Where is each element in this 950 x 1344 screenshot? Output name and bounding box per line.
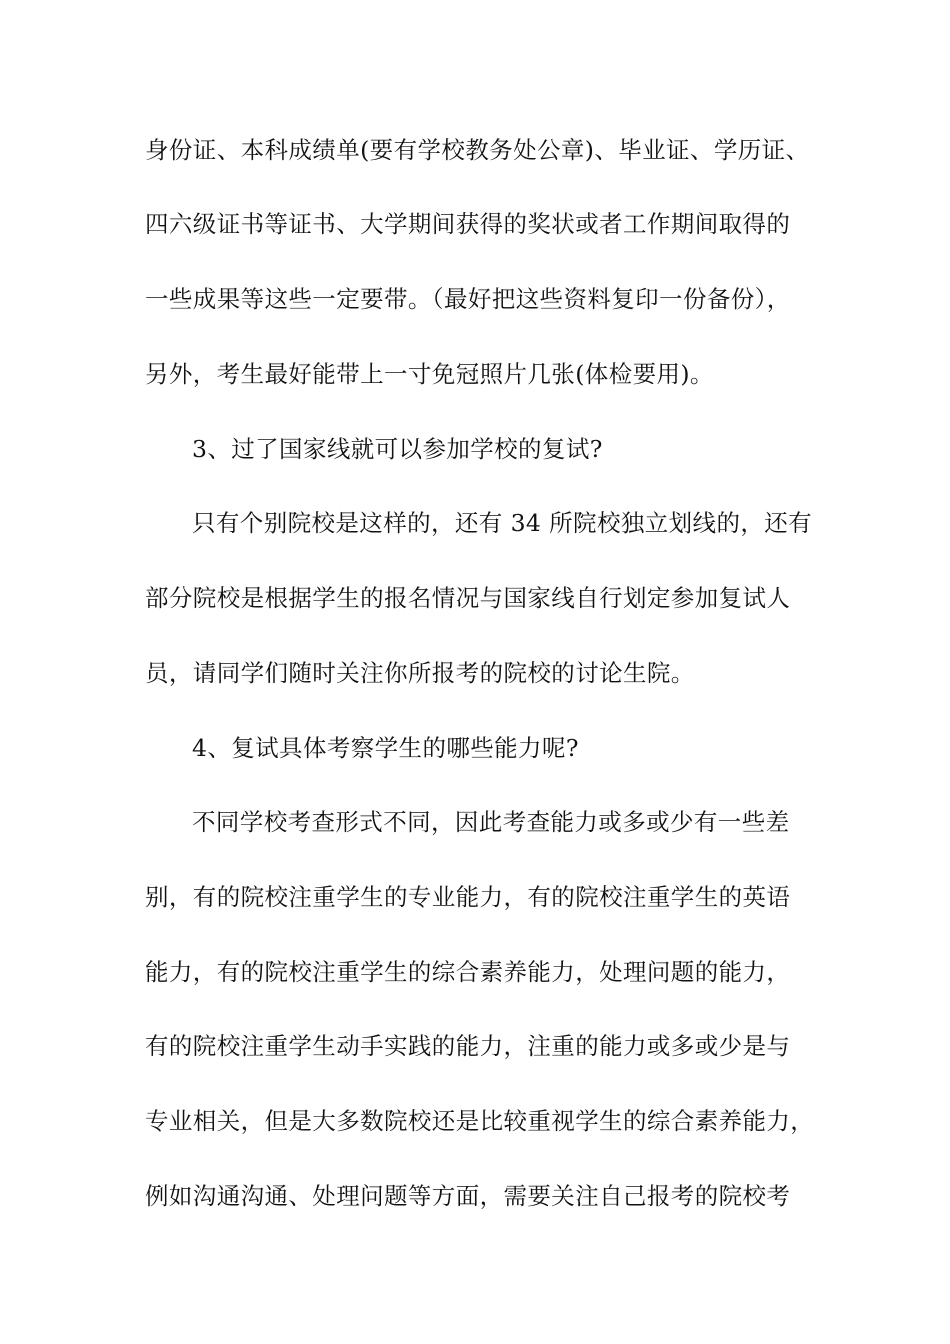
- paragraph-line-1: 身份证、本科成绩单(要有学校教务处公章)、毕业证、学历证、: [145, 136, 810, 164]
- paragraph-line-10: 不同学校考查形式不同，因此考查能力或多或少有一些差: [192, 808, 790, 836]
- section-heading-4: 4、复试具体考察学生的哪些能力呢?: [192, 734, 579, 762]
- paragraph-line-3: 一些成果等这些一定要带。（最好把这些资料复印一份备份），: [145, 285, 791, 313]
- paragraph-line-2: 四六级证书等证书、大学期间获得的奖状或者工作期间取得的: [145, 210, 791, 238]
- paragraph-line-7: 部分院校是根据学生的报名情况与国家线自行划定参加复试人: [145, 584, 791, 612]
- paragraph-line-4: 另外，考生最好能带上一寸免冠照片几张(体检要用)。: [145, 360, 714, 388]
- paragraph-line-11: 别，有的院校注重学生的专业能力，有的院校注重学生的英语: [145, 883, 791, 911]
- paragraph-line-6: 只有个别院校是这样的，还有 34 所院校独立划线的，还有: [192, 509, 813, 537]
- paragraph-line-12: 能力，有的院校注重学生的综合素养能力，处理问题的能力，: [145, 958, 791, 986]
- paragraph-line-14: 专业相关，但是大多数院校还是比较重视学生的综合素养能力，: [145, 1107, 815, 1135]
- paragraph-line-15: 例如沟通沟通、处理问题等方面，需要关注自己报考的院校考: [145, 1182, 791, 1210]
- section-heading-3: 3、过了国家线就可以参加学校的复试?: [192, 435, 603, 463]
- paragraph-line-8: 员，请同学们随时关注你所报考的院校的讨论生院。: [145, 659, 695, 687]
- paragraph-line-13: 有的院校注重学生动手实践的能力，注重的能力或多或少是与: [145, 1032, 791, 1060]
